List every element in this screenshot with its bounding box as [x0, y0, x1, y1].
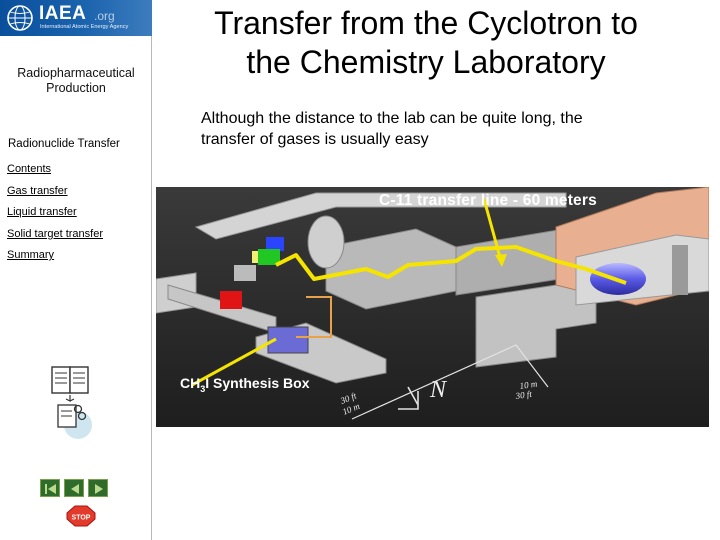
intro-line1: Although the distance to the lab can be quite long, the: [201, 110, 583, 127]
intro-text: [201, 108, 651, 150]
c11-transfer-label: C-11 transfer line - 60 meters: [379, 192, 597, 209]
nav-link-summary[interactable]: Summary: [7, 249, 55, 261]
sidebar: [0, 0, 152, 540]
scale-label-10m-right: 10 m: [518, 378, 538, 391]
nav-link-solid-target-transfer[interactable]: Solid target transfer: [7, 227, 103, 240]
slide-title-line1: Transfer from the Cyclotron to: [214, 5, 638, 41]
subtopic-title: Radionuclide Transfer: [8, 138, 120, 150]
slide-title: [176, 4, 676, 82]
label-ch3-pre: CH: [180, 375, 201, 391]
scale-label-30ft-right: 30 ft: [514, 388, 533, 401]
next-slide-button[interactable]: [88, 479, 108, 497]
next-icon: [89, 480, 109, 498]
section-title: [0, 66, 152, 96]
sidebar-nav: [7, 159, 103, 267]
logo-wordmark: IAEA: [39, 3, 87, 24]
equipment-red: [220, 291, 242, 309]
stop-button[interactable]: [66, 505, 96, 527]
scale-label-30ft-left: 30 ft: [339, 390, 358, 406]
logo-subtitle: International Atomic Energy Agency: [40, 24, 129, 30]
nav-link-gas-transfer[interactable]: Gas transfer: [7, 184, 68, 197]
previous-icon: [65, 480, 85, 498]
synthesis-box-label: [180, 375, 310, 394]
lab-cabinet: [672, 245, 688, 295]
equipment-grey: [234, 265, 256, 281]
intro-line2: transfer of gases is usually easy: [201, 131, 429, 148]
label-ch3-post: I Synthesis Box: [205, 375, 310, 391]
iaea-logo: [0, 0, 152, 36]
section-title-line1: Radiopharmaceutical: [17, 66, 135, 80]
scale-label-10m-left: 10 m: [341, 400, 362, 417]
logo-domain: .org: [94, 9, 115, 23]
compass-north-label: N: [430, 377, 447, 403]
slide-title-line2: the Chemistry Laboratory: [246, 44, 606, 80]
section-title-line2: Production: [46, 81, 106, 95]
first-icon: [41, 480, 61, 498]
equipment-blue: [266, 237, 284, 251]
nav-link-contents[interactable]: Contents: [7, 163, 52, 175]
previous-slide-button[interactable]: [64, 479, 84, 497]
stop-sign-icon: [66, 505, 96, 527]
nav-link-liquid-transfer[interactable]: Liquid transfer: [7, 206, 77, 218]
label-ch3-sub: 3: [200, 383, 206, 394]
first-slide-button[interactable]: [40, 479, 60, 497]
globe-icon: [6, 4, 34, 32]
cyclotron: [308, 216, 344, 268]
book-reference-icon[interactable]: [48, 365, 94, 441]
stop-label: STOP: [71, 514, 91, 522]
